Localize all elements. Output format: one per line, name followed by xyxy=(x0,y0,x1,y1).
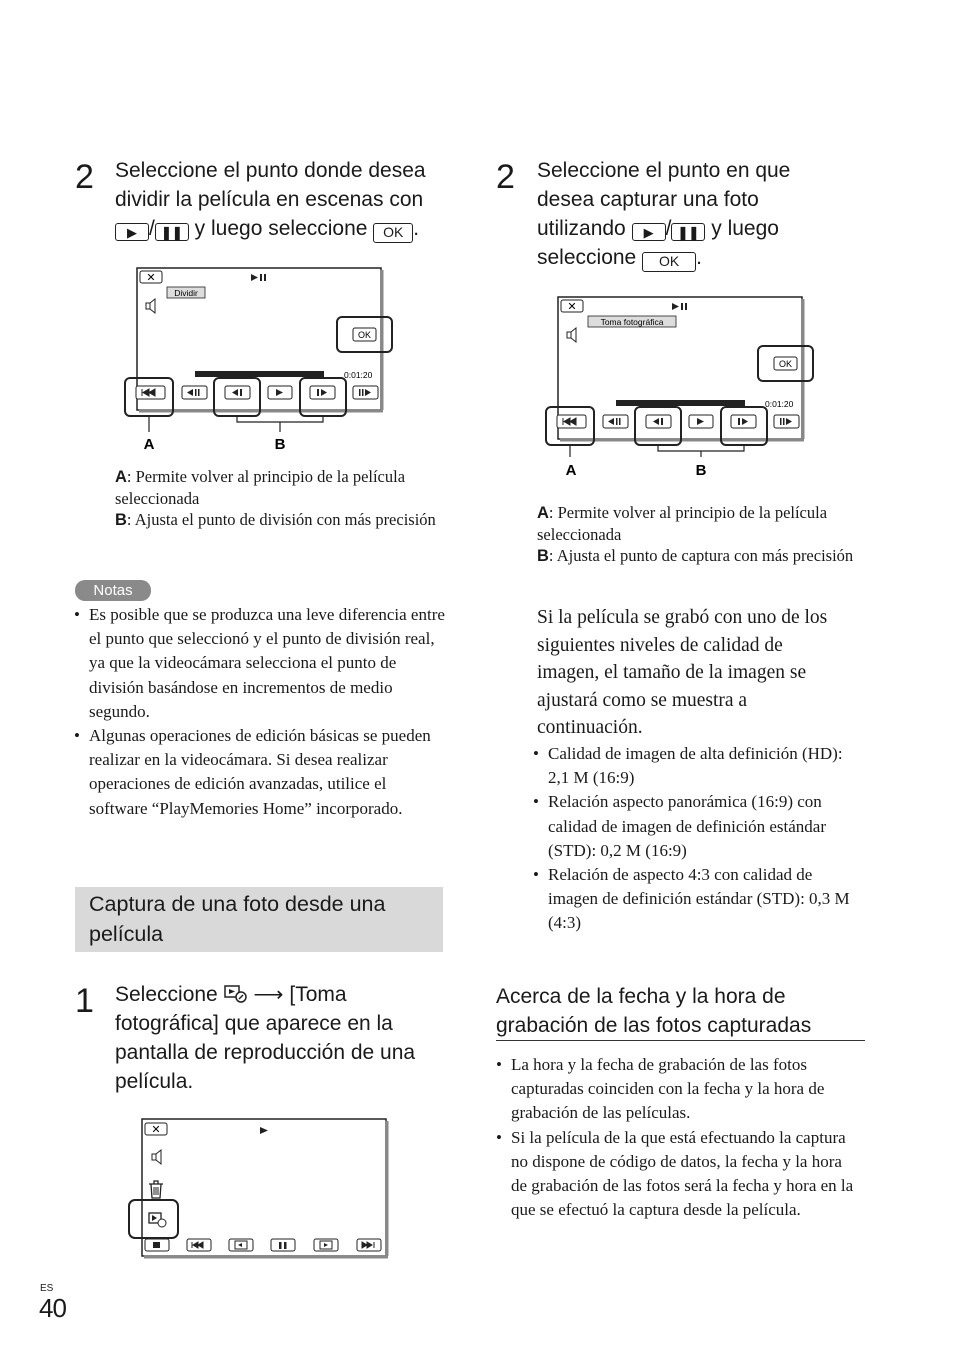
slow-reverse-button[interactable] xyxy=(182,386,207,399)
list-item: • Relación de aspecto 4:3 con calidad de imagen de definición estándar (STD): 0,3 M (4:3) xyxy=(533,863,853,936)
step-number: 1 xyxy=(75,982,94,1020)
language-code: ES xyxy=(40,1283,54,1294)
step-line: dividir la película en escenas con xyxy=(115,188,424,211)
mode-label: Toma fotográfica xyxy=(600,317,664,327)
step-line xyxy=(537,214,867,243)
section-heading: Captura de una foto desde una película xyxy=(75,887,443,952)
legend-a xyxy=(115,466,450,509)
list-item: • Si la película de la que está efectuando la captura no dispone de código de datos, la fecha y la hora de grabación de las fotos será la fecha y hora en la que se efectuó la captura desde la película. xyxy=(496,1126,861,1223)
playback-screen-diagram xyxy=(125,1112,395,1267)
close-icon[interactable] xyxy=(140,271,162,284)
step-number: 2 xyxy=(75,158,94,196)
step-number: 2 xyxy=(496,158,515,196)
go-to-start-button[interactable] xyxy=(136,386,165,399)
fast-forward-button[interactable] xyxy=(314,1239,338,1251)
legend-text: : Ajusta el punto de división con más precisión xyxy=(126,510,436,529)
step-text: [Toma fotográfica] que aparece en la pantalla de reproducción de una película. xyxy=(115,983,416,1093)
ok-button[interactable] xyxy=(774,357,797,370)
svg-text:✕: ✕ xyxy=(151,1124,161,1136)
slow-reverse-button[interactable] xyxy=(603,415,628,428)
legend-key: B xyxy=(537,547,549,565)
step-line-text: seleccione xyxy=(537,246,643,269)
slow-forward-button[interactable] xyxy=(774,415,799,428)
step-line: Seleccione el punto en que xyxy=(537,159,791,182)
time-counter: 0:01:20 xyxy=(344,370,373,380)
next-button[interactable] xyxy=(357,1239,381,1251)
list-item: • Es posible que se produzca una leve diferencia entre el punto que seleccionó y el punto de división real, ya que la videocámara selecciona el punto de división basándose en incrementos de medio segundo. xyxy=(74,603,446,724)
legend-key: A xyxy=(537,504,549,522)
play-button[interactable] xyxy=(689,415,713,428)
legend-b xyxy=(537,545,867,567)
legend-b xyxy=(115,509,450,531)
progress-bar[interactable] xyxy=(195,371,324,377)
step-line: Seleccione el punto donde desea xyxy=(115,159,426,182)
go-to-start-button[interactable] xyxy=(557,415,586,428)
quality-list xyxy=(533,742,853,936)
step-2-instruction xyxy=(115,156,460,243)
mode-label: Dividir xyxy=(174,288,198,298)
step-line-text: y luego xyxy=(705,217,779,240)
legend-a xyxy=(537,502,867,545)
legend-key: A xyxy=(115,468,127,486)
date-info-list xyxy=(496,1053,861,1222)
stop-button[interactable] xyxy=(145,1239,169,1251)
pause-icon: ❚❚ xyxy=(671,223,705,241)
list-item: • Relación aspecto panorámica (16:9) con calidad de imagen de definición estándar (STD): 0,2 M (16:9) xyxy=(533,790,853,863)
svg-text:✕: ✕ xyxy=(146,272,156,284)
svg-text:✕: ✕ xyxy=(567,301,577,313)
svg-text:OK: OK xyxy=(357,330,372,340)
play-icon: ▶ xyxy=(632,223,666,241)
legend-text: : Permite volver al principio de la película seleccionada xyxy=(115,467,406,508)
ok-button[interactable] xyxy=(353,328,376,341)
period: . xyxy=(413,217,420,240)
step-line: desea capturar una foto xyxy=(537,188,759,211)
ok-icon: OK xyxy=(373,223,413,243)
list-item: • La hora y la fecha de grabación de las fotos capturadas coinciden con la fecha y la hora de grabación de las películas. xyxy=(496,1053,861,1126)
time-counter: 0:01:20 xyxy=(765,399,794,409)
page-number: 40 xyxy=(39,1293,66,1323)
notes-badge: Notas xyxy=(75,580,151,601)
capture-screen-diagram xyxy=(541,291,821,486)
rewind-button[interactable] xyxy=(229,1239,253,1251)
play-icon: ▶ xyxy=(115,223,149,241)
legend-key: B xyxy=(115,511,127,529)
legend-text: : Permite volver al principio de la película seleccionada xyxy=(537,503,828,544)
legend-text: : Ajusta el punto de captura con más precisión xyxy=(548,546,854,565)
step-line-text: y luego seleccione xyxy=(188,217,374,240)
period: . xyxy=(696,246,702,269)
play-button[interactable] xyxy=(268,386,292,399)
subsection-heading: Acerca de la fecha y la hora de grabación de las fotos capturadas xyxy=(496,982,865,1041)
progress-bar[interactable] xyxy=(616,400,745,406)
callout-b-label: B xyxy=(274,436,286,453)
step-forward-button[interactable] xyxy=(310,386,335,399)
pause-icon: ❚❚ xyxy=(155,223,189,241)
image-size-paragraph: Si la película se grabó con uno de los siguientes niveles de calidad de imagen, el tamaño de la imagen se ajustará como se muestra a continuación. xyxy=(537,607,828,739)
previous-button[interactable] xyxy=(187,1239,211,1251)
list-item: • Calidad de imagen de alta definición (HD): 2,1 M (16:9) xyxy=(533,742,853,790)
callout-legend xyxy=(537,502,867,567)
step-line xyxy=(537,243,867,272)
step-2-capture-instruction xyxy=(537,156,867,272)
notes-list xyxy=(74,603,446,821)
slow-forward-button[interactable] xyxy=(353,386,378,399)
separator: / xyxy=(665,217,672,240)
close-icon[interactable] xyxy=(561,300,583,313)
callout-legend xyxy=(115,466,450,531)
step-line xyxy=(115,214,460,243)
divide-screen-diagram xyxy=(120,262,400,457)
step-text: Seleccione xyxy=(115,983,224,1006)
step-line-text: utilizando xyxy=(537,217,632,240)
callout-a-label: A xyxy=(143,436,155,453)
edit-icon xyxy=(224,983,248,1003)
step-back-button[interactable] xyxy=(225,386,250,399)
step-back-button[interactable] xyxy=(646,415,671,428)
svg-text:OK: OK xyxy=(778,359,793,369)
separator: / xyxy=(149,217,155,240)
callout-a-label: A xyxy=(565,462,577,479)
close-icon[interactable] xyxy=(145,1123,167,1136)
list-item: • Algunas operaciones de edición básicas se pueden realizar en la videocámara. Si desea realizar operaciones de edición avanzadas, utilice el software “PlayMemories Home” incorporado. xyxy=(74,724,446,821)
step-forward-button[interactable] xyxy=(731,415,756,428)
callout-b-label: B xyxy=(695,462,707,479)
step-1-instruction xyxy=(115,980,455,1096)
ok-icon: OK xyxy=(642,252,696,272)
pause-button[interactable] xyxy=(271,1239,295,1251)
arrow-icon: ⟶ xyxy=(253,983,284,1006)
